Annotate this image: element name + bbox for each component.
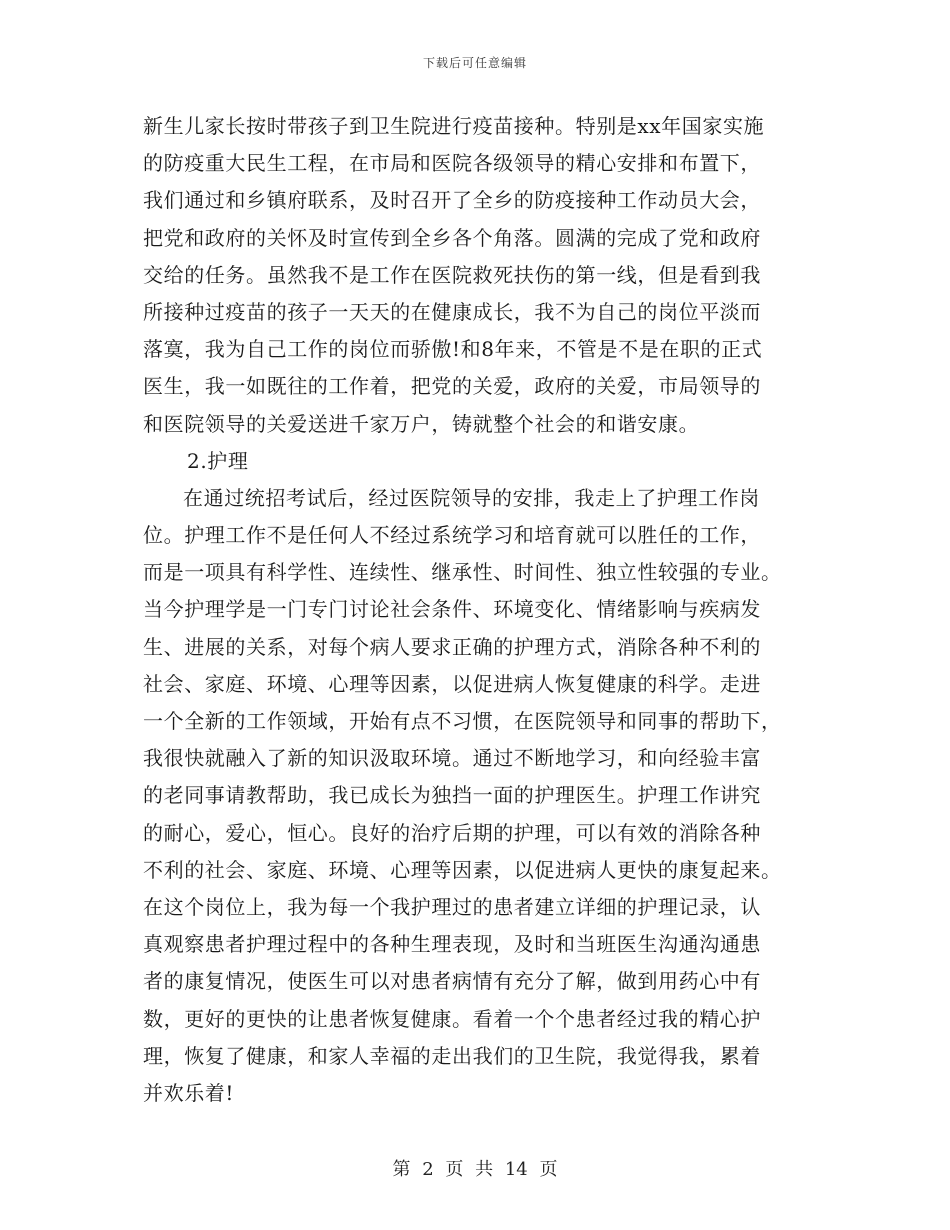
paragraph-line: 在通过统招考试后，经过医院领导的安排，我走上了护理工作岗 — [183, 485, 760, 510]
paragraph-line: 把党和政府的关怀及时宣传到全乡各个角落。圆满的完成了党和政府 — [143, 225, 761, 250]
paragraph-line: 我们通过和乡镇府联系，及时召开了全乡的防疫接种工作动员大会， — [143, 188, 761, 213]
paragraph-line: 理，恢复了健康，和家人幸福的走出我们的卫生院，我觉得我，累着 — [143, 1043, 761, 1068]
paragraph-line: 真观察患者护理过程中的各种生理表现，及时和当班医生沟通沟通患 — [143, 932, 761, 957]
paragraph-line: 医生，我一如既往的工作着，把党的关爱，政府的关爱，市局领导的 — [143, 374, 761, 399]
paragraph-line: 在这个岗位上，我为每一个我护理过的患者建立详细的护理记录，认 — [143, 894, 761, 919]
paragraph-line: 和医院领导的关爱送进千家万户，铸就整个社会的和谐安康。 — [143, 411, 700, 436]
paragraph-line: 并欢乐着! — [143, 1080, 235, 1105]
paragraph-line: 落寞，我为自己工作的岗位而骄傲!和8年来，不管是不是在职的正式 — [143, 337, 763, 362]
paragraph-line: 数，更好的更快的让患者恢复健康。看着一个个患者经过我的精心护 — [143, 1006, 761, 1031]
paragraph-line: 所接种过疫苗的孩子一天天的在健康成长，我不为自己的岗位平淡而 — [143, 299, 761, 324]
paragraph-line: 的老同事请教帮助，我已成长为独挡一面的护理医生。护理工作讲究 — [143, 783, 761, 808]
paragraph-line: 新生儿家长按时带孩子到卫生院进行疫苗接种。特别是xx年国家实施 — [143, 114, 765, 138]
page-header: 下载后可任意编辑 — [422, 56, 527, 70]
section-heading: 2.护理 — [187, 448, 249, 473]
paragraph-line: 而是一项具有科学性、连续性、继承性、时间性、独立性较强的专业。 — [143, 560, 782, 585]
paragraph-line: 社会、家庭、环境、心理等因素，以促进病人恢复健康的科学。走进 — [143, 671, 761, 696]
paragraph-line: 位。护理工作不是任何人不经过系统学习和培育就可以胜任的工作， — [143, 523, 761, 548]
paragraph-line: 我很快就融入了新的知识汲取环境。通过不断地学习，和向经验丰富 — [143, 746, 761, 771]
paragraph-line: 的防疫重大民生工程，在市局和医院各级领导的精心安排和布置下， — [143, 151, 761, 176]
paragraph-line: 交给的任务。虽然我不是工作在医院救死扶伤的第一线，但是看到我 — [143, 262, 761, 287]
document-body — [143, 108, 813, 1112]
page-number-footer: 第 2 页 共 14 页 — [392, 1159, 558, 1180]
paragraph-line: 者的康复情况，使医生可以对患者病情有充分了解，做到用药心中有 — [143, 969, 761, 994]
paragraph-line: 不利的社会、家庭、环境、心理等因素，以促进病人更快的康复起来。 — [143, 857, 782, 882]
paragraph-line: 生、进展的关系，对每个病人要求正确的护理方式，消除各种不利的 — [143, 634, 761, 659]
paragraph-line: 的耐心，爱心，恒心。良好的治疗后期的护理，可以有效的消除各种 — [143, 820, 761, 845]
paragraph-line: 一个全新的工作领域，开始有点不习惯，在医院领导和同事的帮助下， — [143, 709, 782, 733]
paragraph-line: 当今护理学是一门专门讨论社会条件、环境变化、情绪影响与疾病发 — [143, 597, 761, 622]
